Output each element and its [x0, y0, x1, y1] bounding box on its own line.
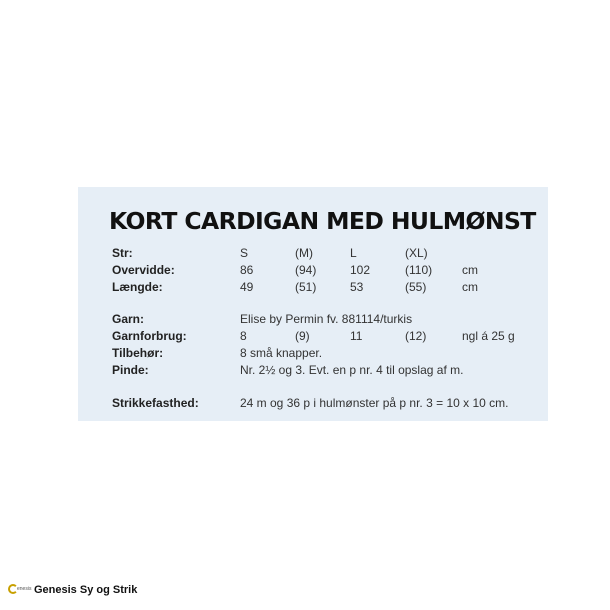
- tilbehor-label: Tilbehør:: [112, 346, 164, 360]
- size-m: (M): [295, 246, 313, 260]
- garn-value: Elise by Permin fv. 881114/turkis: [240, 312, 413, 326]
- brand-name: Genesis Sy og Strik: [34, 584, 138, 596]
- strikkefasthed-value: 24 m og 36 p i hulmønster på p nr. 3 = 10 x 10 cm.: [240, 396, 509, 410]
- pinde-label: Pinde:: [112, 363, 149, 377]
- laengde-label: Længde:: [112, 280, 163, 294]
- overvidde-s: 86: [240, 263, 254, 277]
- overvidde-l: 102: [350, 263, 371, 277]
- garnforbrug-l: 11: [350, 329, 363, 343]
- laengde-s: 49: [240, 280, 254, 294]
- garnforbrug-m: (9): [295, 329, 310, 343]
- pattern-title: KORT CARDIGAN MED HULMØNST: [109, 207, 536, 235]
- laengde-unit: cm: [462, 280, 478, 294]
- tilbehor-value: 8 små knapper.: [240, 346, 323, 360]
- size-s: S: [240, 246, 249, 260]
- overvidde-label: Overvidde:: [112, 263, 175, 277]
- size-xl: (XL): [405, 246, 428, 260]
- overvidde-unit: cm: [462, 263, 478, 277]
- garnforbrug-unit: ngl á 25 g: [462, 329, 515, 343]
- size-label: Str:: [112, 246, 133, 260]
- strikkefasthed-label: Strikkefasthed:: [112, 396, 199, 410]
- genesis-logo-icon: enesis: [8, 584, 30, 596]
- garnforbrug-s: 8: [240, 329, 247, 343]
- garn-label: Garn:: [112, 312, 145, 326]
- size-l: L: [350, 246, 357, 260]
- garnforbrug-label: Garnforbrug:: [112, 329, 187, 343]
- laengde-m: (51): [295, 280, 317, 294]
- pinde-value: Nr. 2½ og 3. Evt. en p nr. 4 til opslag af m.: [240, 363, 464, 377]
- garnforbrug-xl: (12): [405, 329, 427, 343]
- laengde-xl: (55): [405, 280, 427, 294]
- footer-brand: [8, 582, 137, 598]
- pattern-info-card: [78, 187, 548, 421]
- overvidde-xl: (110): [405, 263, 433, 277]
- laengde-l: 53: [350, 280, 364, 294]
- overvidde-m: (94): [295, 263, 317, 277]
